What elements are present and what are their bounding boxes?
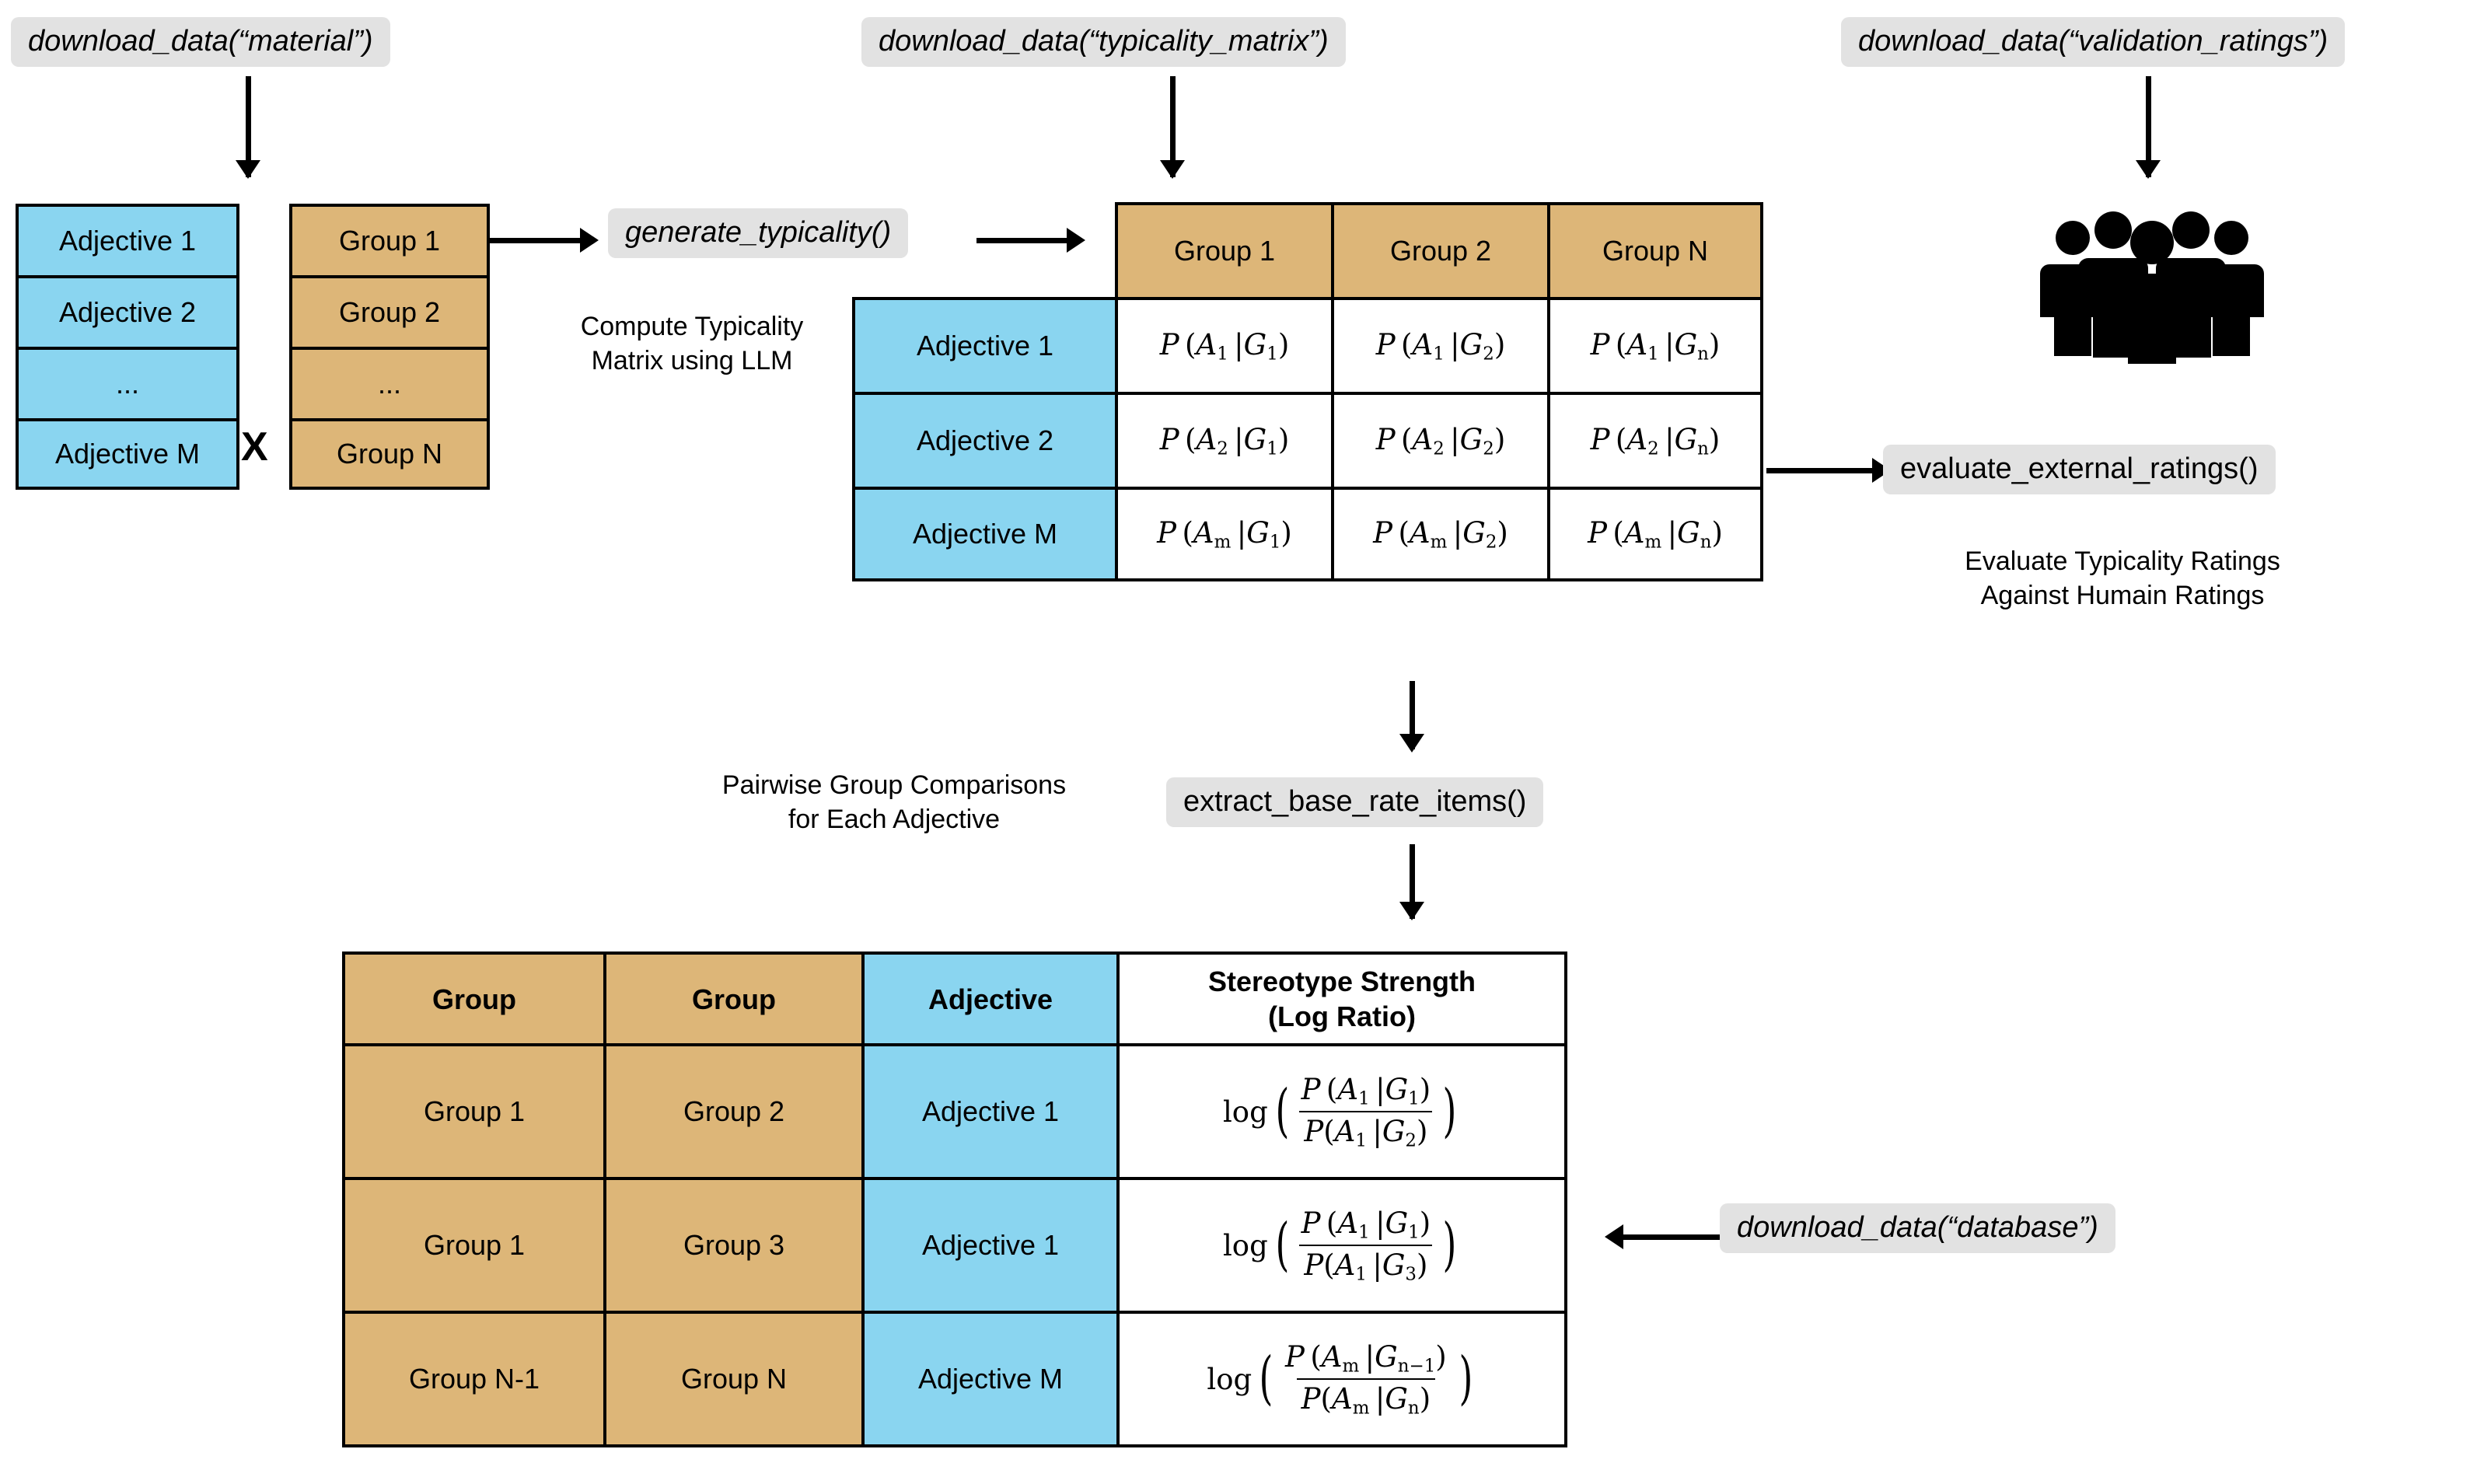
cell-group-a: Group 1: [344, 1045, 605, 1178]
matrix-row-header-label: Adjective 1: [916, 330, 1054, 361]
arrow-extract-to-table-head: [1399, 902, 1424, 920]
pill-evaluate-external-ratings[interactable]: [1883, 445, 2276, 494]
pill-extract-base-rate-items[interactable]: [1166, 777, 1543, 827]
adjective-stack: [16, 204, 239, 490]
pill-extract-base-rate-items-label: extract_base_rate_items(): [1166, 777, 1543, 827]
math-adjective-index: m: [1342, 1356, 1360, 1376]
math-adjective-index: m: [1214, 532, 1232, 553]
typicality-matrix: [852, 202, 1763, 581]
adjective-item: [16, 204, 239, 275]
cross-product-label: X: [241, 424, 268, 470]
matrix-cell-math: P ($A_m$ $|G_n$): [1588, 515, 1723, 553]
math-adjective-index: m: [1352, 1398, 1370, 1419]
math-adjective-index: m: [1430, 532, 1448, 553]
adjective-label: ...: [115, 368, 139, 400]
math-adjective-index: 1: [1355, 1264, 1367, 1285]
group-label: Group 2: [338, 296, 441, 328]
math-group-index: 1: [1408, 1088, 1420, 1109]
matrix-cell-math: P ($A_1$ $|G_2$): [1375, 327, 1506, 365]
pill-download-material[interactable]: [11, 17, 390, 67]
table-header-row: [344, 953, 1566, 1045]
cell-log-ratio: [1118, 1312, 1566, 1446]
group-label: Group N: [336, 438, 443, 470]
matrix-cell: [1115, 392, 1331, 487]
math-group-index: 3: [1405, 1264, 1417, 1285]
results-header-stereotype-strength-line2: (Log Ratio): [1268, 1000, 1416, 1032]
math-adjective-index: 1: [1647, 344, 1659, 365]
matrix-cell-math: P ($A_2$ $|G_1$): [1159, 422, 1290, 459]
matrix-col-header-label: Group 2: [1389, 235, 1492, 267]
adjective-label: Adjective 1: [58, 225, 197, 257]
caption-evaluate-ratings-line2: Against Humain Ratings: [1980, 581, 2265, 611]
matrix-cell: [1547, 392, 1763, 487]
math-adjective-index: m: [1644, 532, 1662, 553]
adjective-label: Adjective 2: [58, 296, 197, 328]
caption-pairwise: [669, 768, 1120, 836]
matrix-col-header: [1331, 202, 1547, 297]
matrix-col-header-label: Group N: [1602, 235, 1709, 267]
math-group-index: n: [1407, 1398, 1420, 1419]
arrow-material-down-head: [236, 160, 260, 179]
math-group-index: 1: [1266, 344, 1278, 365]
pill-download-database[interactable]: [1720, 1203, 2115, 1253]
caption-compute-typicality-line1: Compute Typicality: [580, 312, 804, 341]
cross-product-symbol: [241, 424, 268, 470]
group-stack: [289, 204, 490, 490]
matrix-cell-math: P ($A_2$ $|G_2$): [1375, 422, 1506, 459]
math-group-index: 1: [1408, 1222, 1420, 1242]
cell-group-b: Group 3: [605, 1178, 863, 1312]
pill-download-material-label: download_data(“material”): [11, 17, 390, 67]
pill-download-typicality-matrix[interactable]: [861, 17, 1346, 67]
matrix-cell: [1331, 487, 1547, 581]
group-item: [289, 418, 490, 490]
cell-log-ratio-math: log ( $\frac{P (A_1 |G_1)}{P(A_1 |G_3)}$ ): [1222, 1206, 1457, 1285]
pill-download-validation-ratings-label: download_data(“validation_ratings”): [1841, 17, 2345, 67]
cell-log-ratio: [1118, 1178, 1566, 1312]
math-group-index: n: [1697, 344, 1709, 365]
arrow-database-to-table: [1620, 1234, 1720, 1240]
crowd-icon: [2035, 208, 2269, 364]
math-group-index: 2: [1483, 344, 1494, 365]
matrix-cell: [1547, 487, 1763, 581]
math-group-index: 1: [1269, 532, 1281, 553]
cell-adjective: Adjective 1: [863, 1178, 1118, 1312]
math-group-index: 1: [1266, 438, 1278, 459]
cell-log-ratio-math: log ( $\frac{P (A_m |G_{n-1})}{P(A_m |G_n)}$ ): [1207, 1339, 1473, 1419]
cell-group-b: Group N: [605, 1312, 863, 1446]
arrow-matrix-to-evaluate: [1766, 468, 1881, 473]
matrix-col-header-label: Group 1: [1173, 235, 1276, 267]
matrix-cell-math: P ($A_1$ $|G_n$): [1590, 327, 1721, 365]
results-header-group-a: Group: [344, 953, 605, 1045]
arrow-validation-down-head: [2136, 160, 2161, 179]
results-header-adjective: Adjective: [863, 953, 1118, 1045]
matrix-corner-empty: [852, 202, 1115, 297]
table-row: [344, 1312, 1566, 1446]
cell-group-a: Group N-1: [344, 1312, 605, 1446]
group-label: ...: [377, 368, 401, 400]
group-item: [289, 275, 490, 347]
adjective-item: [16, 275, 239, 347]
pill-download-validation-ratings[interactable]: [1841, 17, 2345, 67]
matrix-row-header: [852, 297, 1115, 392]
table-row: [344, 1045, 1566, 1178]
math-adjective-index: 1: [1433, 344, 1445, 365]
matrix-row-header: [852, 392, 1115, 487]
matrix-col-header: [1547, 202, 1763, 297]
matrix-row-header: [852, 487, 1115, 581]
group-item: [289, 347, 490, 418]
math-group-index: 2: [1485, 532, 1497, 553]
math-group-index: 2: [1483, 438, 1494, 459]
math-group-index: 2: [1405, 1130, 1417, 1151]
cell-log-ratio: [1118, 1045, 1566, 1178]
caption-compute-typicality-line2: Matrix using LLM: [591, 346, 793, 376]
cell-group-a: Group 1: [344, 1178, 605, 1312]
matrix-cell: [1331, 392, 1547, 487]
pill-download-database-label: download_data(“database”): [1720, 1203, 2115, 1253]
cell-log-ratio-math: log ( $\frac{P (A_1 |G_1)}{P(A_1 |G_2)}$ ): [1222, 1072, 1457, 1151]
pill-generate-typicality-label: generate_typicality(): [608, 208, 908, 258]
results-header-group-b: Group: [605, 953, 863, 1045]
math-adjective-index: 2: [1217, 438, 1228, 459]
arrow-groups-to-generate: [490, 238, 589, 243]
math-adjective-index: 2: [1433, 438, 1445, 459]
math-group-index: n: [1697, 438, 1709, 459]
adjective-item: [16, 418, 239, 490]
caption-evaluate-ratings-line1: Evaluate Typicality Ratings: [1965, 546, 2280, 576]
math-group-index: n−1: [1397, 1356, 1436, 1376]
matrix-cell-math: P ($A_2$ $|G_n$): [1590, 422, 1721, 459]
matrix-col-header: [1115, 202, 1331, 297]
arrow-groups-to-generate-head: [580, 228, 599, 253]
matrix-row-header-label: Adjective M: [912, 518, 1058, 550]
results-header-stereotype-strength-line1: Stereotype Strength: [1207, 965, 1476, 997]
group-label: Group 1: [338, 225, 441, 257]
math-adjective-index: 1: [1358, 1088, 1370, 1109]
adjective-item: [16, 347, 239, 418]
matrix-row-header-label: Adjective 2: [916, 424, 1054, 456]
table-row: [344, 1178, 1566, 1312]
math-adjective-index: 2: [1647, 438, 1659, 459]
matrix-cell-math: P ($A_m$ $|G_2$): [1373, 515, 1508, 553]
math-adjective-index: 1: [1358, 1222, 1370, 1242]
matrix-cell-math: P ($A_m$ $|G_1$): [1157, 515, 1292, 553]
caption-pairwise-line2: for Each Adjective: [788, 805, 1001, 835]
pill-evaluate-external-ratings-label: evaluate_external_ratings(): [1883, 445, 2276, 494]
arrow-database-to-table-head: [1605, 1224, 1623, 1249]
matrix-cell-math: P ($A_1$ $|G_1$): [1159, 327, 1290, 365]
cell-group-b: Group 2: [605, 1045, 863, 1178]
math-adjective-index: 1: [1355, 1130, 1367, 1151]
caption-evaluate-ratings: [1881, 544, 2363, 613]
matrix-cell: [1331, 297, 1547, 392]
math-group-index: n: [1700, 532, 1712, 553]
arrow-matrix-to-extract-head: [1399, 734, 1424, 752]
cell-adjective: Adjective M: [863, 1312, 1118, 1446]
matrix-cell: [1547, 297, 1763, 392]
results-header-stereotype-strength: [1118, 953, 1566, 1045]
pill-download-typicality-matrix-label: download_data(“typicality_matrix”): [861, 17, 1346, 67]
caption-compute-typicality: [529, 309, 855, 378]
results-table: [342, 952, 1567, 1447]
caption-pairwise-line1: Pairwise Group Comparisons: [721, 770, 1067, 800]
group-item: [289, 204, 490, 275]
math-adjective-index: 1: [1217, 344, 1228, 365]
arrow-typicality-down-head: [1160, 160, 1185, 179]
matrix-cell: [1115, 487, 1331, 581]
adjective-label: Adjective M: [54, 438, 201, 470]
cell-adjective: Adjective 1: [863, 1045, 1118, 1178]
matrix-cell: [1115, 297, 1331, 392]
